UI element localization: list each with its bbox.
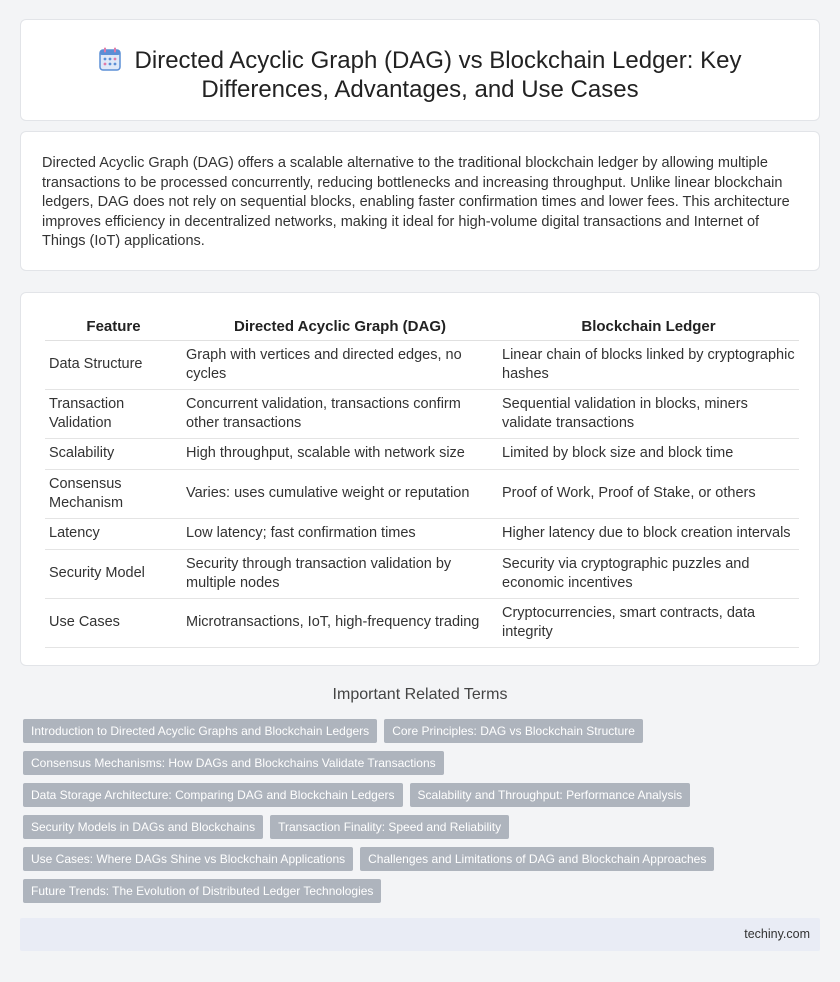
table-row bbox=[45, 438, 799, 469]
cell-dag: Low latency; fast confirmation times bbox=[182, 518, 498, 549]
comparison-table bbox=[45, 315, 799, 648]
cell-dag: Security through transaction validation by multiple nodes bbox=[182, 549, 498, 598]
cell-blockchain: Higher latency due to block creation intervals bbox=[498, 518, 799, 549]
related-tag[interactable]: Challenges and Limitations of DAG and Blockchain Approaches bbox=[360, 847, 714, 871]
cell-blockchain: Cryptocurrencies, smart contracts, data integrity bbox=[498, 598, 799, 647]
intro-paragraph: Directed Acyclic Graph (DAG) offers a scalable alternative to the traditional blockchain ledger by allowing multiple transactions to be processed concurrently, reducing bottlenecks and increasing throughput. Unlike linear blockchain ledgers, DAG does not rely on sequential blocks, enabling faster confirmation times and lower fees. This architecture improves efficiency in decentralized networks, making it ideal for high-volume digital transactions and Internet of Things (IoT) applications. bbox=[42, 155, 790, 249]
related-tag[interactable]: Consensus Mechanisms: How DAGs and Blockchains Validate Transactions bbox=[23, 751, 444, 775]
cell-dag: Graph with vertices and directed edges, no cycles bbox=[182, 340, 498, 389]
cell-dag: Microtransactions, IoT, high-frequency trading bbox=[182, 598, 498, 647]
cell-blockchain: Linear chain of blocks linked by cryptographic hashes bbox=[498, 340, 799, 389]
intro-card bbox=[20, 131, 820, 271]
cell-feature: Scalability bbox=[45, 438, 182, 469]
related-tag[interactable]: Security Models in DAGs and Blockchains bbox=[23, 815, 263, 839]
cell-feature: Use Cases bbox=[45, 598, 182, 647]
related-tag[interactable]: Core Principles: DAG vs Blockchain Structure bbox=[384, 719, 643, 743]
table-header-row bbox=[45, 315, 799, 340]
cell-feature: Data Structure bbox=[45, 340, 182, 389]
related-tag[interactable]: Data Storage Architecture: Comparing DAG and Blockchain Ledgers bbox=[23, 783, 403, 807]
related-tag[interactable]: Transaction Finality: Speed and Reliability bbox=[270, 815, 509, 839]
related-tag[interactable]: Introduction to Directed Acyclic Graphs and Blockchain Ledgers bbox=[23, 719, 377, 743]
cell-feature: Consensus Mechanism bbox=[45, 469, 182, 518]
title-line-2: Differences, Advantages, and Use Cases bbox=[201, 76, 639, 103]
table-row bbox=[45, 340, 799, 389]
related-terms-list bbox=[23, 719, 813, 903]
header-blockchain: Blockchain Ledger bbox=[498, 315, 799, 340]
cell-feature: Latency bbox=[45, 518, 182, 549]
cell-blockchain: Security via cryptographic puzzles and economic incentives bbox=[498, 549, 799, 598]
related-tag[interactable]: Future Trends: The Evolution of Distributed Ledger Technologies bbox=[23, 879, 381, 903]
cell-feature: Transaction Validation bbox=[45, 389, 182, 438]
cell-feature: Security Model bbox=[45, 549, 182, 598]
page-title bbox=[21, 46, 819, 104]
table-row bbox=[45, 549, 799, 598]
header-dag: Directed Acyclic Graph (DAG) bbox=[182, 315, 498, 340]
cell-blockchain: Sequential validation in blocks, miners validate transactions bbox=[498, 389, 799, 438]
related-tag[interactable]: Scalability and Throughput: Performance Analysis bbox=[410, 783, 691, 807]
header-card bbox=[20, 19, 820, 121]
related-tag[interactable]: Use Cases: Where DAGs Shine vs Blockchain Applications bbox=[23, 847, 353, 871]
header-feature: Feature bbox=[45, 315, 182, 340]
comparison-table-card bbox=[20, 292, 820, 666]
cell-blockchain: Limited by block size and block time bbox=[498, 438, 799, 469]
calendar-grid-icon bbox=[99, 47, 121, 71]
footer-site-link[interactable]: techiny.com bbox=[744, 927, 810, 941]
footer-bar bbox=[20, 918, 820, 951]
cell-dag: Concurrent validation, transactions confirm other transactions bbox=[182, 389, 498, 438]
related-terms-heading: Important Related Terms bbox=[332, 686, 508, 703]
table-row bbox=[45, 469, 799, 518]
table-row bbox=[45, 518, 799, 549]
cell-blockchain: Proof of Work, Proof of Stake, or others bbox=[498, 469, 799, 518]
table-row bbox=[45, 598, 799, 647]
table-row bbox=[45, 389, 799, 438]
cell-dag: High throughput, scalable with network size bbox=[182, 438, 498, 469]
title-line-1: Directed Acyclic Graph (DAG) vs Blockchain Ledger: Key bbox=[134, 47, 742, 74]
cell-dag: Varies: uses cumulative weight or reputation bbox=[182, 469, 498, 518]
